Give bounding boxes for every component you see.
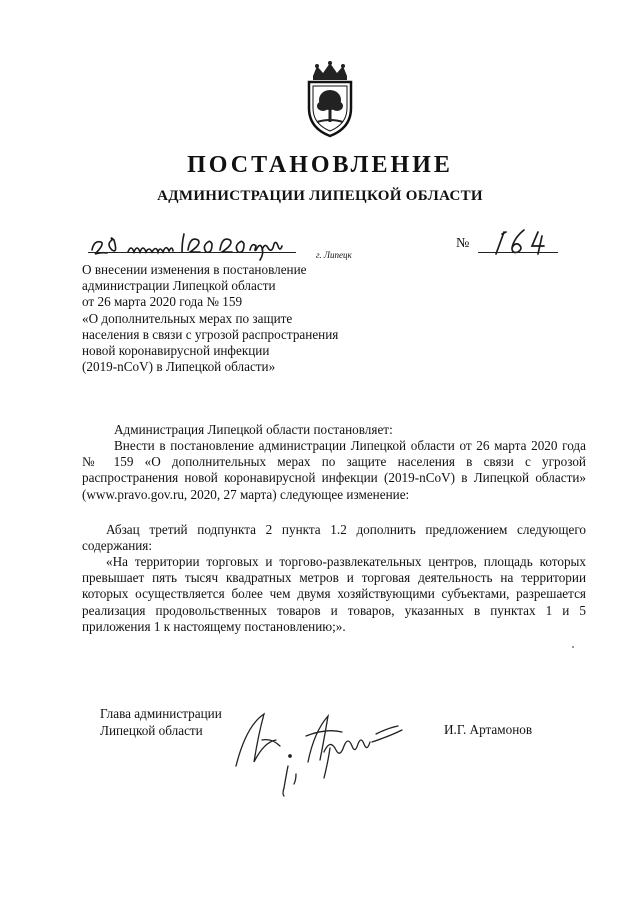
date-underline <box>88 252 296 253</box>
signatory-name: И.Г. Артамонов <box>444 722 533 737</box>
number-underline <box>478 252 558 253</box>
subject-line: населения в связи с угрозой распространения <box>82 326 339 342</box>
body-paragraph-addition: Абзац третий подпункта 2 пункта 1.2 дополнить предложением следующего содержания: <box>82 522 586 554</box>
subject-line: новой коронавирусной инфекции <box>82 343 270 359</box>
decree-subject <box>82 262 402 375</box>
document-subtitle: АДМИНИСТРАЦИИ ЛИПЕЦКОЙ ОБЛАСТИ <box>157 188 483 204</box>
city-label: г. Липецк <box>316 250 352 260</box>
subject-line: О внесении изменения в постановление <box>82 262 307 277</box>
position-line: Липецкой области <box>100 722 203 738</box>
handwritten-signature-icon <box>226 696 430 798</box>
subject-line: (2019-nCoV) в Липецкой области» <box>82 359 276 375</box>
subject-line: от 26 марта 2020 года № 159 <box>82 294 243 310</box>
body-paragraph-decree-intro: Администрация Липецкой области постановляет: <box>114 422 393 437</box>
subject-line: администрации Липецкой области <box>82 278 276 294</box>
handwritten-number <box>476 224 558 260</box>
coat-of-arms-icon <box>299 60 361 140</box>
number-label: № <box>456 236 470 251</box>
position-line: Глава администрации <box>100 706 222 721</box>
body-paragraph-quote: «На территории торговых и торгово-развлекательных центров, площадь которых превышает пять тысяч квадратных метров и торговая деятельность на территории которых осуществляется более чем двумя хозяйствующими субъектами, разрешается реализация продовольственных товаров и товаров, указанных в пунктах 1 и 5 приложения 1 к настоящему постановлению;». <box>82 554 586 634</box>
handwritten-date <box>82 222 292 264</box>
signatory-position <box>100 706 222 739</box>
document-title: ПОСТАНОВЛЕНИЕ <box>187 152 453 178</box>
scan-speck <box>572 646 574 648</box>
body-paragraph-amendment: Внести в постановление администрации Липецкой области от 26 марта 2020 года № 159 «О дополнительных мерах по защите населения в связи с угрозой распространения новой коронавирусной инфекции (2019-nCoV) в Липецкой области» (www.pravo.gov.ru, 2020, 27 марта) следующее изменение: <box>82 438 586 502</box>
subject-line: «О дополнительных мерах по защите <box>82 310 293 326</box>
